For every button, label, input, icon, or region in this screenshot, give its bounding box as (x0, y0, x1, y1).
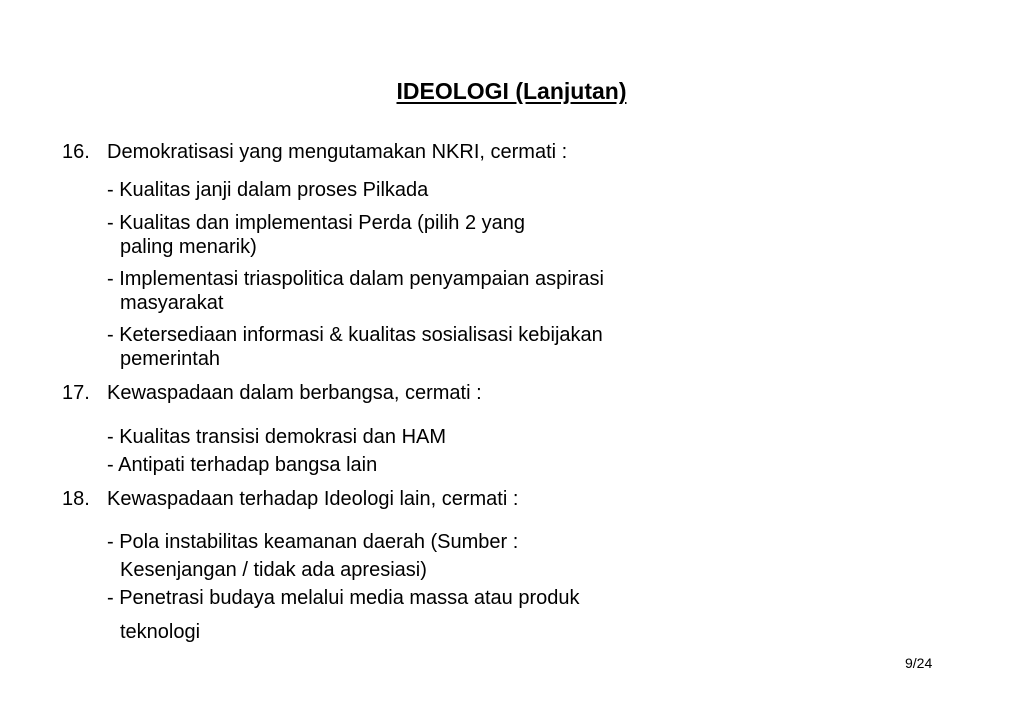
item-18-sub-1-cont: Kesenjangan / tidak ada apresiasi) (120, 559, 427, 581)
item-16-number: 16. (62, 141, 90, 163)
item-16-sub-3: - Implementasi triaspolitica dalam penyampaian aspirasi (107, 268, 604, 290)
item-16-sub-2: - Kualitas dan implementasi Perda (pilih 2 yang (107, 212, 525, 234)
item-18-sub-2: - Penetrasi budaya melalui media massa atau produk (107, 587, 580, 609)
item-16-sub-3-cont: masyarakat (120, 292, 224, 314)
page-number: 9/24 (905, 655, 933, 671)
item-16-heading: Demokratisasi yang mengutamakan NKRI, cermati : (107, 141, 568, 163)
item-18-heading: Kewaspadaan terhadap Ideologi lain, cermati : (107, 488, 519, 510)
item-16-sub-2-cont: paling menarik) (120, 236, 257, 258)
item-17-sub-1: - Kualitas transisi demokrasi dan HAM (107, 426, 447, 448)
item-17-sub-2: - Antipati terhadap bangsa lain (107, 454, 378, 476)
item-16-sub-1: - Kualitas janji dalam proses Pilkada (107, 179, 429, 201)
slide-title: IDEOLOGI (Lanjutan) (396, 78, 627, 104)
item-18-number: 18. (62, 488, 90, 510)
item-18-sub-2-cont: teknologi (120, 621, 201, 643)
item-16-sub-4: - Ketersediaan informasi & kualitas sosialisasi kebijakan (107, 324, 603, 346)
item-17-number: 17. (62, 382, 90, 404)
item-17-heading: Kewaspadaan dalam berbangsa, cermati : (107, 382, 482, 404)
item-16-sub-4-cont: pemerintah (120, 348, 221, 370)
item-18-sub-1: - Pola instabilitas keamanan daerah (Sumber : (107, 531, 519, 553)
